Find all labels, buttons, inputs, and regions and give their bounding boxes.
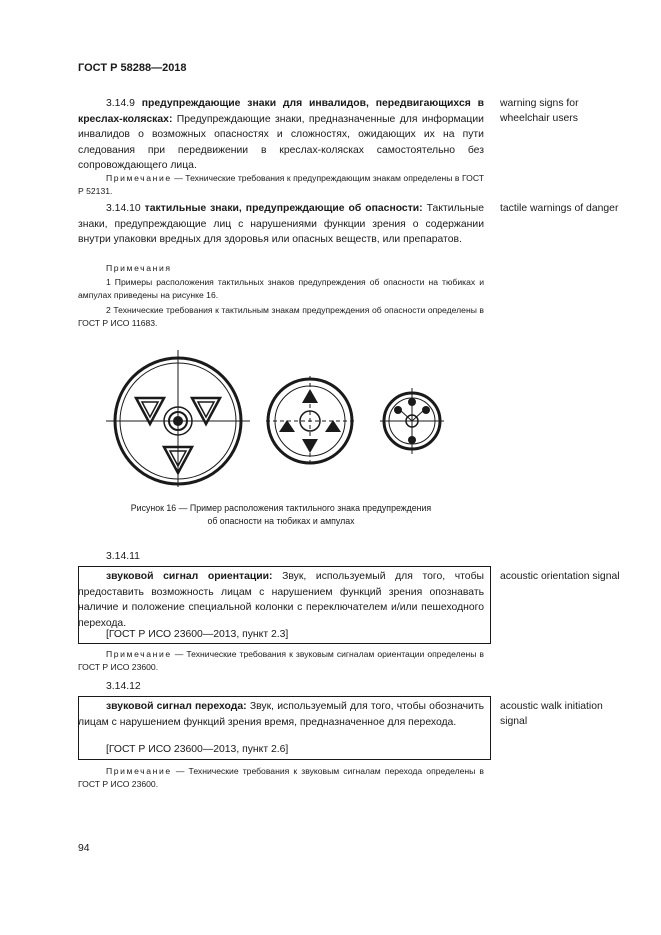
term-number: 3.14.10 (106, 203, 141, 214)
note-1: 1 Примеры расположения тактильных знаков предупреждения об опасности на тюбиках и ампулах приведены на рисунке 16. (78, 277, 484, 300)
term-en-3-14-9: warning signs for wheelchair users (500, 98, 579, 124)
page-number: 94 (78, 843, 90, 854)
ampoule-sign-small (380, 388, 444, 454)
term-title: предупреждающие знаки для инвалидов, передвигающихся в креслах-колясках: (78, 98, 484, 125)
figure-caption (78, 502, 484, 527)
term-number-3-14-11: 3.14.11 (106, 551, 140, 562)
term-title: тактильные знаки, предупреждающие об опасности: (144, 203, 423, 214)
term-number-3-14-12: 3.14.12 (106, 681, 141, 692)
term-number: 3.14.9 (106, 98, 135, 109)
note-3-14-11 (78, 648, 484, 674)
term-definition: Предупреждающие знаки, предназначенные для информации инвалидов о возможных опасностях и сложностях, ожидающих их на пути следования при передвижении в креслах-колясках самостоятельно без сопровождающего лица. (78, 113, 484, 171)
document-header: ГОСТ Р 58288—2018 (78, 62, 187, 74)
term-3-14-12 (78, 699, 484, 730)
term-definition: Звук, используемый для того, чтобы предоставить возможность лицам с нарушением функций зрения опознавать наличие и положение специальной колонки с переключателем и/или пешеходного перехода. (78, 571, 484, 629)
note-label: Примечание (106, 649, 172, 659)
term-en-3-14-10: tactile warnings of danger (500, 203, 619, 214)
term-en-3-14-12: acoustic walk initiation signal (500, 701, 603, 727)
note-3-14-9 (78, 172, 484, 198)
tube-sign-large (106, 350, 250, 487)
tube-sign-medium (266, 376, 354, 466)
caption-line-1: Рисунок 16 — Пример расположения тактильного знака предупреждения (130, 503, 432, 513)
term-title: звуковой сигнал перехода: (106, 701, 247, 712)
term-source-3-14-12: [ГОСТ Р ИСО 23600—2013, пункт 2.6] (106, 744, 289, 755)
caption-line-2: об опасности на тюбиках и ампулах (207, 515, 355, 526)
term-definition: Звук, используемый для того, чтобы обозначить лицам с нарушением функций зрения время, предназначенное для перехода. (78, 701, 485, 728)
note-3-14-12 (78, 765, 484, 791)
figure-16-drawing (90, 350, 450, 490)
note-2: 2 Технические требования к тактильным знакам предупреждения об опасности определены в ГОСТ Р ИСО 11683. (78, 305, 484, 328)
term-title: звуковой сигнал ориентации: (106, 571, 273, 582)
term-3-14-11 (78, 569, 484, 631)
term-3-14-10 (78, 201, 484, 248)
note-text: — Технические требования к звуковым сигналам ориентации определены в ГОСТ Р ИСО 23600. (78, 649, 484, 672)
note-text: — Технические требования к звуковым сигналам перехода определены в ГОСТ Р ИСО 23600. (78, 766, 484, 789)
note-text: — Технические требования к предупреждающим знакам определены в ГОСТ Р 52131. (78, 173, 484, 196)
note-label: Примечание (106, 766, 172, 776)
term-definition: Тактильные знаки, предупреждающие лиц с нарушениями функции зрения о содержании внутри упаковки вредных для здоровья или опасных веществ, или препаратов. (78, 203, 485, 245)
term-3-14-9 (78, 96, 484, 174)
notes-label: Примечания (106, 263, 172, 273)
term-source-3-14-11: [ГОСТ Р ИСО 23600—2013, пункт 2.3] (106, 629, 289, 640)
note-label: Примечание (106, 173, 172, 183)
term-en-3-14-11: acoustic orientation signal (500, 571, 620, 582)
